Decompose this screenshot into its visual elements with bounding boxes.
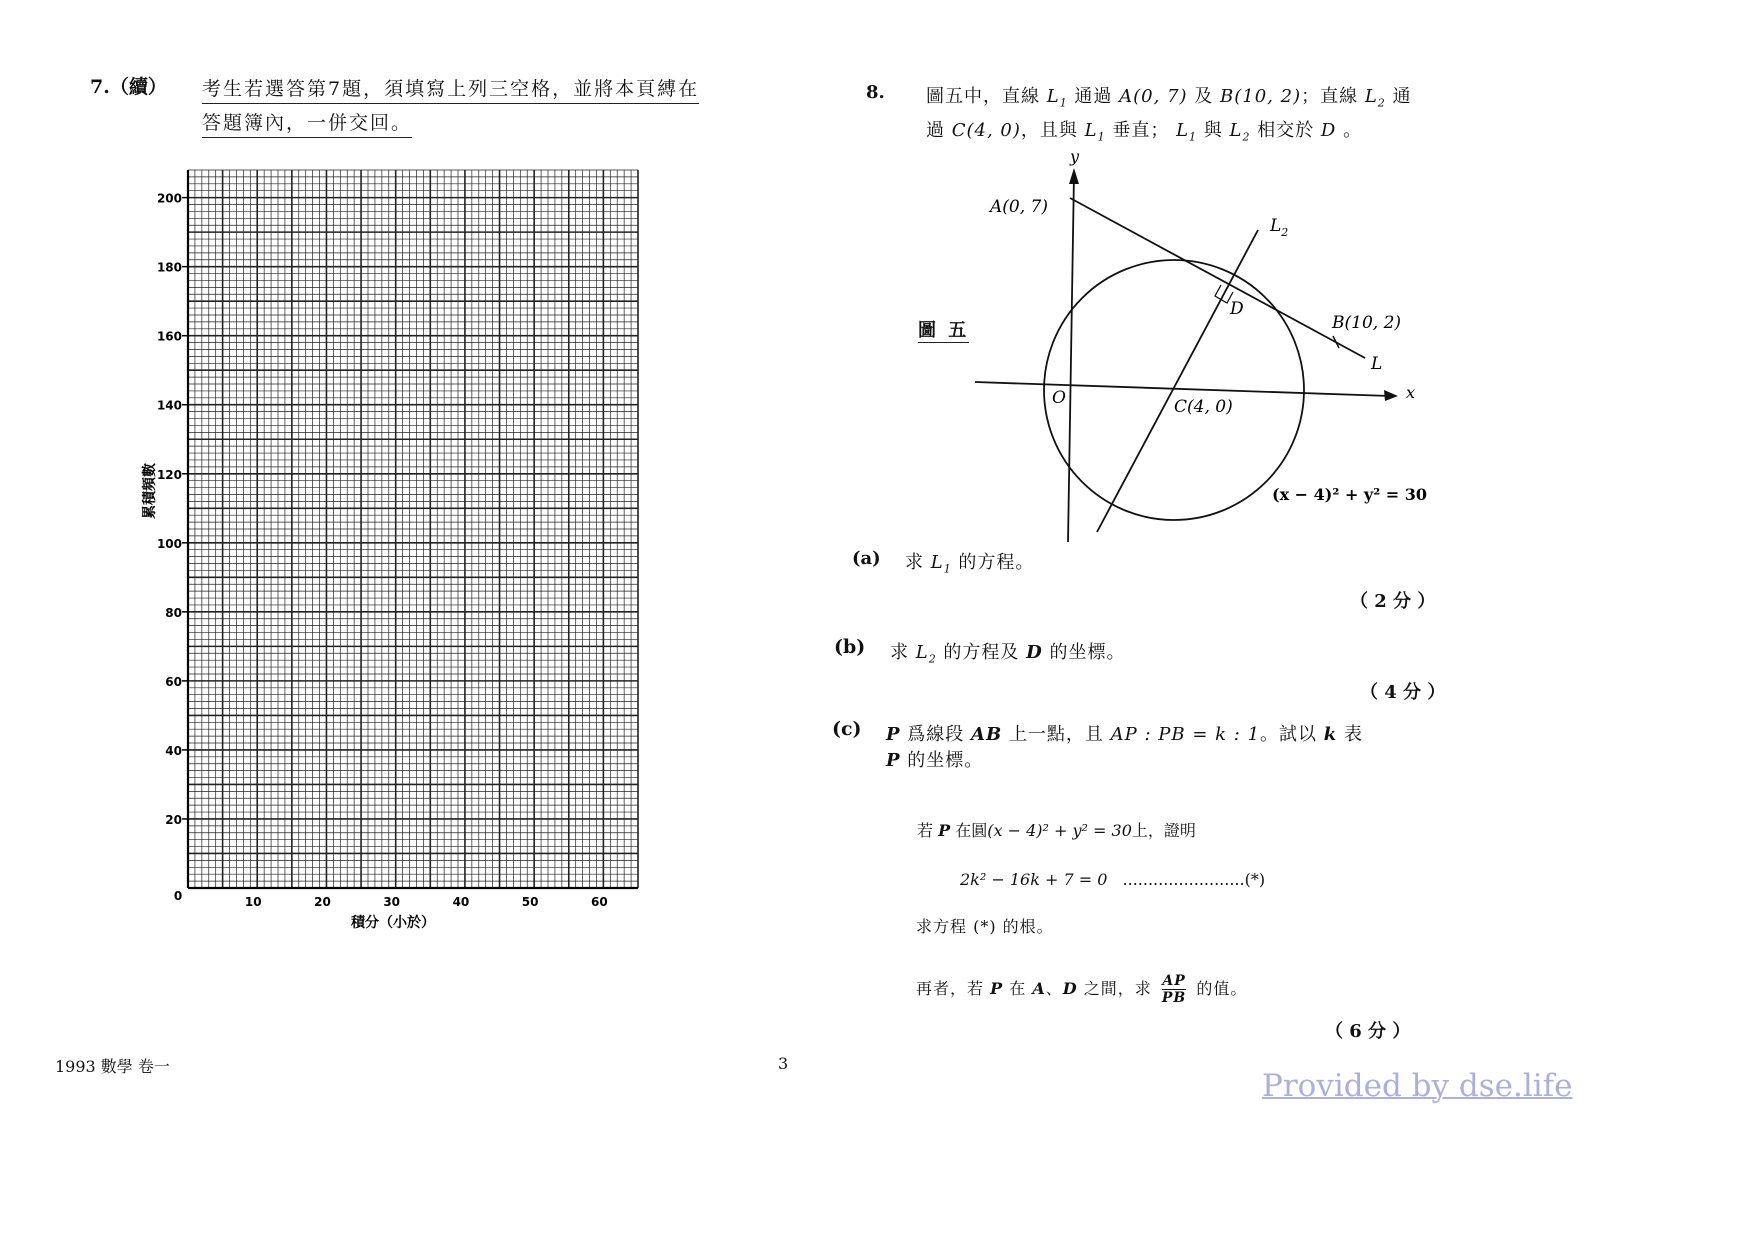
- q8-L1-symbol: $L_1$: [1046, 86, 1068, 110]
- circle-equation: (x − 4)² + y² = 30: [1272, 485, 1428, 504]
- part-b-label: (b): [834, 636, 866, 658]
- q7-note-line1: 考生若選答第7題，須填寫上列三空格，並將本頁縛在: [202, 74, 699, 104]
- q8-point-d: D: [1320, 120, 1337, 141]
- q8-intro-text: ，且與: [1020, 120, 1078, 141]
- q8-point-a: A(0, 7): [1119, 86, 1188, 107]
- q8-L1-symbol: $L_1$: [930, 552, 952, 576]
- part-a-label: (a): [852, 548, 881, 569]
- y-axis-title: 累積頻數: [142, 463, 158, 520]
- label-x: x: [1406, 383, 1416, 402]
- part-c-label: (c): [832, 718, 862, 740]
- figure-five: [990, 147, 1630, 620]
- y-tick-label: 40: [165, 743, 182, 758]
- graph-paper: [142, 170, 720, 1040]
- x-axis-title: 積分（小於）: [351, 915, 435, 931]
- x-tick-label: 20: [314, 895, 331, 909]
- q8-intro-text: 垂直；: [1112, 120, 1170, 141]
- y-tick-label: 200: [156, 191, 182, 206]
- part-c-marks: （ 6 分 ）: [1325, 1021, 1411, 1042]
- part-c-sub1: 若 P 在圓(x − 4)² + y² = 30上，證明: [917, 821, 1196, 840]
- part-b-text: 求 $L_2$ 的方程及 D 的坐標。: [890, 642, 1126, 666]
- q8-intro-text: 通: [1392, 86, 1412, 107]
- q8-point-b: B(10, 2): [1220, 86, 1302, 107]
- part-c-sub3: 再者，若 P 在 A、D 之間，求 $\frac{AP}{PB}$ 的值。: [916, 973, 1248, 1006]
- part-c-line1: P 爲線段 AB 上一點，且 AP : PB = k : 1。試以 k 表: [886, 724, 1363, 745]
- q8-intro-text: 過: [926, 120, 945, 141]
- fraction: $\frac{AP}{PB}$: [1161, 973, 1187, 1006]
- y-axis-arrow-icon: [1069, 168, 1079, 184]
- q8-number: 8.: [866, 82, 885, 103]
- part-c-line2: P 的坐標。: [886, 750, 984, 771]
- x-axis-arrow-icon: [1384, 390, 1398, 401]
- q8-L2-symbol: $L_2$: [1229, 120, 1251, 144]
- watermark: Provided by dse.life: [1262, 1068, 1573, 1104]
- y-tick-label: 120: [156, 467, 182, 482]
- part-a-text: 求 $L_1$ 的方程。: [905, 552, 1035, 576]
- q8-L1-symbol: $L_1$: [1176, 120, 1198, 144]
- label-y: y: [1070, 147, 1080, 166]
- q8-intro-text: 通過: [1074, 86, 1113, 107]
- q8-intro-line1: [926, 82, 1412, 110]
- y-tick-label: 160: [156, 329, 182, 344]
- label-origin: O: [1052, 388, 1066, 408]
- circle: [1044, 260, 1304, 520]
- y-tick-label: 100: [156, 536, 182, 551]
- x-tick-label: 30: [383, 895, 401, 909]
- y-tick-label: 20: [165, 812, 182, 827]
- x-tick-label: 10: [244, 895, 262, 909]
- q8-intro-text: 。: [1343, 120, 1363, 141]
- label-L: L: [1371, 354, 1383, 374]
- figure-five-svg: [990, 147, 1630, 620]
- y-tick-label: 80: [165, 605, 182, 620]
- q8-L2-symbol: $L_2$: [1364, 86, 1386, 110]
- y-tick-label: 140: [156, 398, 182, 413]
- origin-label: 0: [173, 889, 183, 903]
- line-L1: [1070, 198, 1365, 358]
- label-a: A(0, 7): [990, 197, 1048, 217]
- y-tick-label: 180: [156, 260, 182, 275]
- y-axis: [1068, 174, 1074, 542]
- page-number: 3: [778, 1054, 789, 1073]
- q8-L2-symbol: $L_2$: [915, 642, 937, 666]
- x-tick-label: 40: [452, 895, 470, 909]
- q8-intro-text: ；直線: [1301, 86, 1359, 107]
- label-d: D: [1230, 299, 1244, 319]
- q7-number: 7.（續）: [90, 76, 167, 98]
- x-tick-label: 60: [591, 895, 608, 909]
- q8-intro-text: 圖五中，直線: [926, 86, 1040, 107]
- figure-caption: 圖 五: [918, 316, 969, 343]
- q8-point-c: C(4, 0): [951, 120, 1021, 141]
- q8-intro-line2: [926, 116, 1362, 144]
- part-c-sub2: 求方程 (*) 的根。: [916, 917, 1054, 936]
- part-b-marks: （ 4 分 ）: [1360, 682, 1446, 703]
- y-tick-label: 60: [165, 674, 182, 689]
- q8-L1-symbol: $L_1$: [1084, 120, 1106, 144]
- x-tick-label: 50: [521, 895, 539, 909]
- footer-left: 1993 數學 卷一: [55, 1057, 170, 1076]
- x-axis: [975, 382, 1390, 396]
- q7-note-line2: 答題簿內，一併交回。: [202, 108, 412, 138]
- q8-intro-text: 及: [1194, 86, 1214, 107]
- line-L2: [1097, 230, 1258, 532]
- label-b: B(10, 2): [1332, 313, 1402, 333]
- q7-note: [202, 74, 699, 138]
- part-c-equation: 2k² − 16k + 7 = 0 ........................(*): [960, 870, 1266, 889]
- label-c: C(4, 0): [1174, 397, 1233, 417]
- q8-intro-text: 相交於: [1257, 120, 1315, 141]
- q8-intro-text: 與: [1203, 120, 1223, 141]
- cumulative-frequency-graph: [142, 170, 720, 1040]
- part-a-marks: （ 2 分 ）: [1350, 591, 1436, 612]
- label-L2: $L_2$: [1270, 216, 1289, 239]
